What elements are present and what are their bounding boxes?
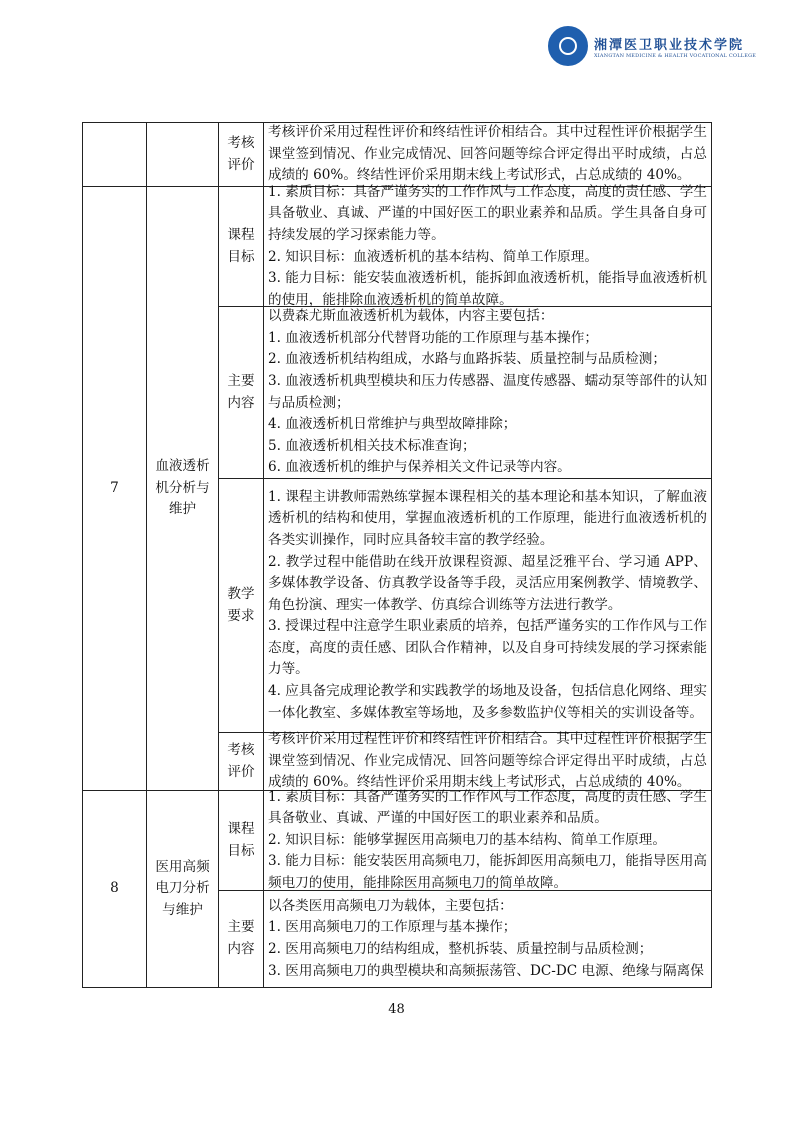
row-label: 考核评价 bbox=[227, 741, 255, 780]
college-logo bbox=[548, 26, 756, 66]
row-label: 教学要求 bbox=[227, 585, 255, 624]
row-label-cell bbox=[218, 478, 264, 733]
row-label-cell bbox=[218, 732, 264, 791]
cell-text: 以费森尤斯血液透析机为载体，内容主要包括： 1. 血液透析机部分代替肾功能的工作原理与基本操作； 2. 血液透析机结构组成，水路与血路拆装、质量控制与品质检测； 3. 血液透析机典型模块和压力传感器、温度传感器、蠕动泵等部件的认知与品质检测； 4. 血液透析机日常维护与典型故障排除； 5. 血液透析机相关技术标准查询； 6. 血液透析机的维护与保养相关文件记录等内容。 bbox=[263, 306, 712, 479]
cell-text: 考核评价采用过程性评价和终结性评价相结合。其中过程性评价根据学生课堂签到情况、作业完成情况、回答问题等综合评定得出平时成绩，占总成绩的 60%。终结性评价采用期末线上考试形式，占总成绩的 40%。 bbox=[263, 122, 712, 187]
logo-english-name: XIANGTAN MEDICINE & HEALTH VOCATIONAL COLLEGE bbox=[594, 52, 757, 59]
page-number: 48 bbox=[388, 1002, 405, 1017]
cell-text: 考核评价采用过程性评价和终结性评价相结合。其中过程性评价根据学生课堂签到情况、作业完成情况、回答问题等综合评定得出平时成绩，占总成绩的 60%。终结性评价采用期末线上考试形式，占总成绩的 40%。 bbox=[263, 732, 712, 791]
logo-chinese-name: 湘潭医卫职业技术学院 bbox=[594, 37, 745, 53]
course-name: 血液透析机分析与维护 bbox=[155, 458, 210, 518]
empty-cell bbox=[146, 122, 219, 187]
empty-cell bbox=[82, 122, 147, 187]
course-number: 7 bbox=[110, 479, 119, 496]
course-number-cell bbox=[82, 186, 147, 791]
cell-text: 1. 课程主讲教师需熟练掌握本课程相关的基本理论和基本知识，了解血液透析机的结构和使用，掌握血液透析机的工作原理，能进行血液透析机的各类实训操作，同时应具备较丰富的教学经验。 2. 教学过程中能借助在线开放课程资源、超星泛雅平台、学习通 APP、多媒体教学设备、仿真教学设备等手段，灵活应用案例教学、情境教学、角色扮演、理实一体教学、仿真综合训练等方法进行教学。 3. 授课过程中注意学生职业素质的培养，包括严谨务实的工作作风与工作态度，高度的责任感、团队合作精神，以及自身可持续发展的学习探索能力等。 4. 应具备完成理论教学和实践教学的场地及设备，包括信息化网络、理实一体化教室、多媒体教室等场地，及多参数监护仪等相关的实训设备等。 bbox=[263, 478, 712, 733]
course-name: 医用高频电刀分析与维护 bbox=[155, 858, 210, 918]
row-label-cell bbox=[218, 790, 264, 891]
cell-text: 1. 素质目标：具备严谨务实的工作作风与工作态度，高度的责任感、学生具备敬业、真诚、严谨的中国好医工的职业素养和品质。学生具备自身可持续发展的学习探索能力等。 2. 知识目标：血液透析机的基本结构、简单工作原理。 3. 能力目标：能安装血液透析机，能拆卸血液透析机，能指导血液透析机的使用，能排除血液透析机的简单故障。 bbox=[263, 186, 712, 307]
row-label: 课程目标 bbox=[227, 226, 255, 265]
row-label-cell bbox=[218, 186, 264, 307]
row-label-cell bbox=[218, 306, 264, 479]
row-label-cell bbox=[218, 890, 264, 988]
row-label: 考核评价 bbox=[227, 134, 255, 173]
row-label: 课程目标 bbox=[227, 820, 255, 859]
row-label: 主要内容 bbox=[227, 919, 255, 957]
course-name-cell bbox=[146, 790, 219, 988]
cell-text: 1. 素质目标：具备严谨务实的工作作风与工作态度，高度的责任感、学生具备敬业、真诚、严谨的中国好医工的职业素养和品质。 2. 知识目标：能够掌握医用高频电刀的基本结构、简单工作原理。 3. 能力目标：能安装医用高频电刀，能拆卸医用高频电刀，能指导医用高频电刀的使用，能排除医用高频电刀的简单故障。 bbox=[263, 790, 712, 891]
cell-text: 以各类医用高频电刀为载体，主要包括： 1. 医用高频电刀的工作原理与基本操作； 2. 医用高频电刀的结构组成，整机拆装、质量控制与品质检测； 3. 医用高频电刀的典型模块和高频振荡管、DC-DC 电源、绝缘与隔离保 bbox=[263, 890, 712, 988]
course-number: 8 bbox=[110, 880, 119, 897]
course-number-cell bbox=[82, 790, 147, 988]
row-label-cell bbox=[218, 122, 264, 187]
row-label: 主要内容 bbox=[227, 372, 255, 411]
college-seal-icon bbox=[548, 26, 588, 66]
course-name-cell bbox=[146, 186, 219, 791]
